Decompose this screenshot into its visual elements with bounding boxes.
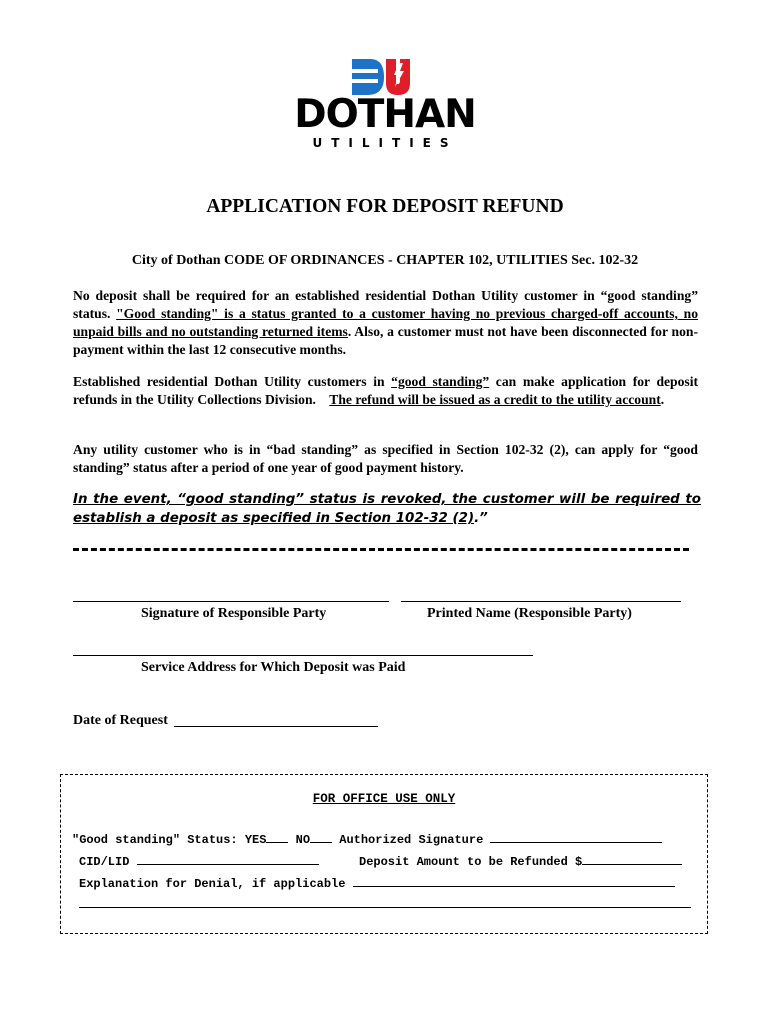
cid-lid-blank[interactable]: [137, 853, 319, 865]
office-denial-row: [79, 875, 675, 891]
printed-name-line[interactable]: [401, 601, 681, 602]
para1-text-c: . Also, a customer must not have been disconnected for non-payment within the last 12 consecutive months.: [73, 324, 698, 357]
authorized-signature-label: Authorized Signature: [339, 833, 484, 847]
office-cid-row: [79, 853, 319, 869]
note-underlined: In the event, “good standing” status is revoked, the customer will be required to establish a deposit as specified in Section 102-32 (2): [73, 492, 701, 526]
logo-wordmark: DOTHAN: [294, 92, 476, 137]
revocation-note: [73, 490, 701, 528]
no-label: NO: [295, 833, 311, 847]
office-deposit-row: [359, 853, 682, 869]
paragraph-no-deposit: [73, 287, 698, 359]
para2-good-standing: “good standing”: [391, 374, 490, 389]
good-standing-yes-label: "Good standing" Status: YES: [72, 833, 267, 847]
paragraph-bad-standing: Any utility customer who is in “bad standing” as specified in Section 102-32 (2), can apply for “good standing” status after a period of one year of good payment history.: [73, 442, 698, 475]
para1-text-a: No deposit shall be required for an established residential Dothan Utility customer in “good standing” status.: [73, 288, 698, 321]
para1-text-underlined: "Good standing" is a status granted to a customer having no previous charged-off accounts, no unpaid bills and no outstanding returned items: [73, 306, 698, 339]
office-use-box: [60, 774, 708, 934]
dothan-utilities-logo: [285, 55, 485, 155]
denial-explanation-line-2[interactable]: [79, 907, 691, 908]
deposit-amount-blank[interactable]: [582, 853, 682, 865]
du-logo-mark-icon: [348, 57, 414, 97]
service-address-label: Service Address for Which Deposit was Paid: [141, 660, 406, 675]
office-status-row: [72, 831, 662, 847]
date-of-request-line[interactable]: [174, 726, 378, 727]
signature-line[interactable]: [73, 601, 389, 602]
paragraph-established-customers: [73, 373, 702, 409]
signature-label: Signature of Responsible Party: [141, 606, 327, 621]
authorized-signature-blank[interactable]: [490, 831, 662, 843]
denial-explanation-blank[interactable]: [353, 875, 675, 887]
yes-blank[interactable]: [266, 831, 288, 843]
para2-text-e: .: [660, 392, 665, 407]
deposit-amount-label: Deposit Amount to be Refunded $: [359, 855, 583, 869]
service-address-line[interactable]: [73, 655, 533, 656]
no-blank[interactable]: [310, 831, 332, 843]
logo-subtitle: UTILITIES: [312, 136, 458, 150]
para2-text-a: Established residential Dothan Utility customers in: [73, 374, 392, 389]
cid-lid-label: CID/LID: [79, 855, 130, 869]
office-use-heading: FOR OFFICE USE ONLY: [312, 792, 456, 806]
section-divider: [73, 548, 689, 551]
ordinance-citation: City of Dothan CODE OF ORDINANCES - CHAPTER 102, UTILITIES Sec. 102-32: [131, 253, 639, 268]
note-end: .”: [474, 511, 488, 526]
date-of-request-label: Date of Request: [73, 713, 168, 728]
para2-refund-credit: The refund will be issued as a credit to the utility account: [329, 392, 661, 407]
para2-text-c: can make application for deposit refunds in the Utility Collections Division.: [73, 374, 702, 407]
denial-explanation-label: Explanation for Denial, if applicable: [79, 877, 346, 891]
printed-name-label: Printed Name (Responsible Party): [427, 606, 632, 621]
page-title: APPLICATION FOR DEPOSIT REFUND: [206, 196, 564, 217]
